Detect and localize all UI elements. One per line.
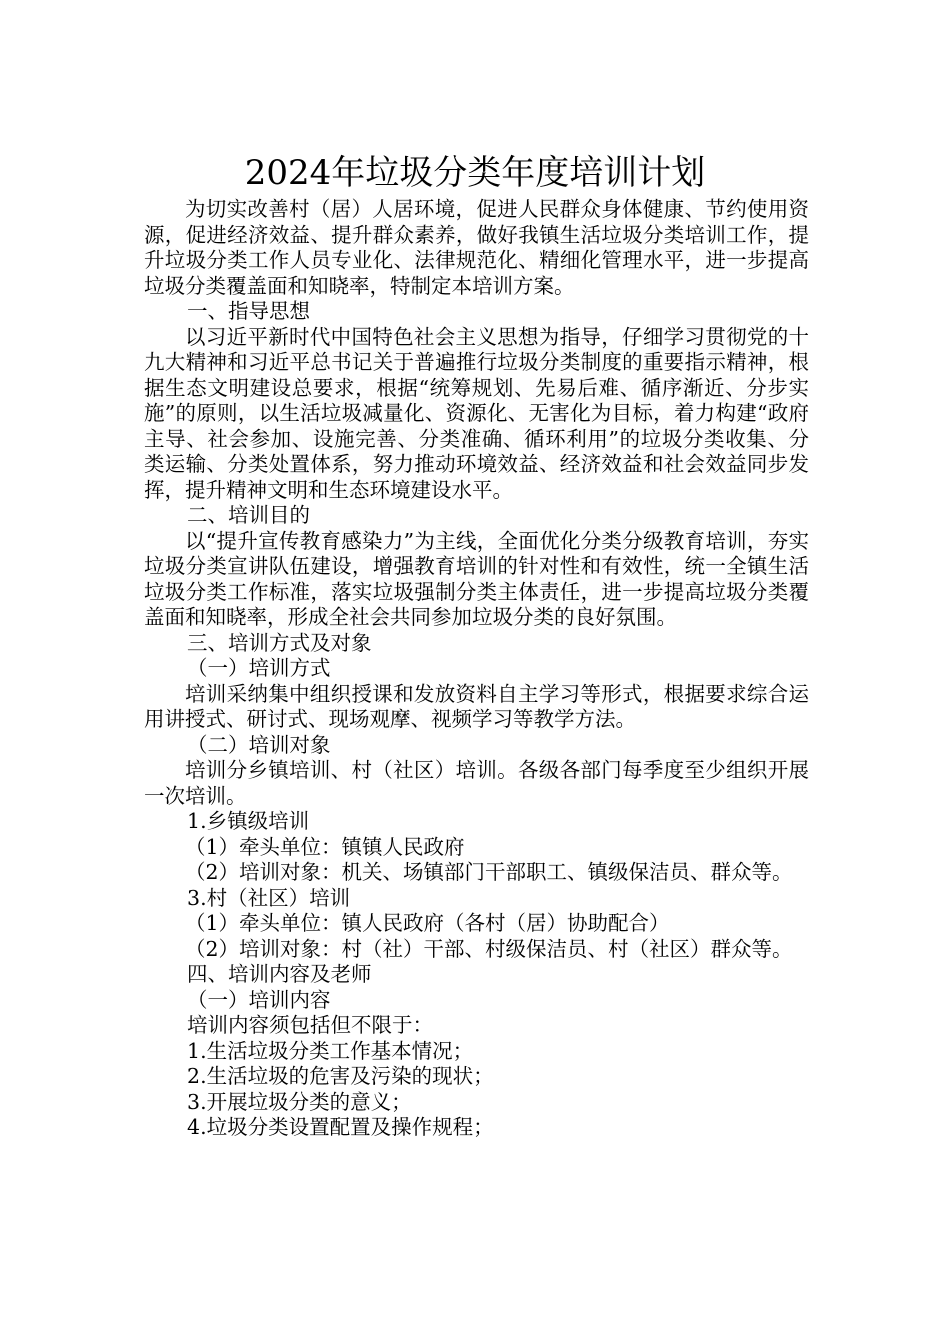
list-item: 4.垃圾分类设置配置及操作规程； [187,1115,494,1139]
document-body [144,197,809,1141]
list-item: 3.开展垃圾分类的意义； [187,1089,412,1114]
section-1-paragraph: 以习近平新时代中国特色社会主义思想为指导，仔细学习贯彻党的十九大精神和习近平总书记关于普遍推行垃圾分类制度的重要指示精神，根据生态文明建设总要求，根据“统筹规划、先易后难、循序渐近、分步实施”的原则，以生活垃圾减量化、资源化、无害化为目标，着力构建“政府主导、社会参加、设施完善、分类准确、循环利用”的垃圾分类收集、分类运输、分类处置体系，努力推动环境效益、经济效益和社会效益同步发挥，提升精神文明和生态环境建设水平。 [144,324,809,502]
town-training-target: （2）培训对象：机关、场镇部门干部职工、镇级保洁员、群众等。 [185,860,793,884]
village-training-heading: 3.村（社区）培训 [187,885,351,910]
section-3-sub2-heading: （二）培训对象 [187,732,331,757]
list-item: 1.生活垃圾分类工作基本情况； [187,1038,474,1063]
section-1-heading: 一、指导思想 [187,299,311,323]
village-training-lead: （1）牵头单位：镇人民政府（各村（居）协助配合） [185,911,670,935]
intro-paragraph: 为切实改善村（居）人居环境，促进人民群众身体健康、节约使用资源，促进经济效益、提升群众素养，做好我镇生活垃圾分类培训工作，提升垃圾分类工作人员专业化、法律规范化、精细化管理水平，进一步提高垃圾分类覆盖面和知晓率，特制定本培训方案。 [144,197,809,298]
section-3-heading: 三、培训方式及对象 [187,630,372,655]
section-3-sub1-paragraph: 培训采纳集中组织授课和发放资料自主学习等形式，根据要求综合运用讲授式、研讨式、现场观摩、视频学习等教学方法。 [144,681,809,731]
section-2-paragraph: 以“提升宣传教育感染力”为主线，全面优化分类分级教育培训，夯实垃圾分类宣讲队伍建设，增强教育培训的针对性和有效性，统一全镇生活垃圾分类工作标准，落实垃圾强制分类主体责任，进一步提高垃圾分类覆盖面和知晓率，形成全社会共同参加垃圾分类的良好氛围。 [144,528,809,629]
section-2-heading: 二、培训目的 [187,503,311,527]
section-4-sub1-heading: （一）培训内容 [187,987,331,1012]
town-training-lead: （1）牵头单位：镇镇人民政府 [185,834,465,859]
village-training-target: （2）培训对象：村（社）干部、村级保洁员、村（社区）群众等。 [185,936,793,961]
list-item: 2.生活垃圾的危害及污染的现状； [187,1064,494,1088]
section-4-intro: 培训内容须包括但不限于： [187,1013,434,1037]
section-3-sub2-paragraph: 培训分乡镇培训、村（社区）培训。各级各部门每季度至少组织开展一次培训。 [144,758,809,808]
section-3-sub1-heading: （一）培训方式 [187,656,331,680]
town-training-heading: 1.乡镇级培训 [187,809,310,833]
document-title: 2024年垃圾分类年度培训计划 [244,152,706,193]
section-4-heading: 四、培训内容及老师 [187,962,372,986]
